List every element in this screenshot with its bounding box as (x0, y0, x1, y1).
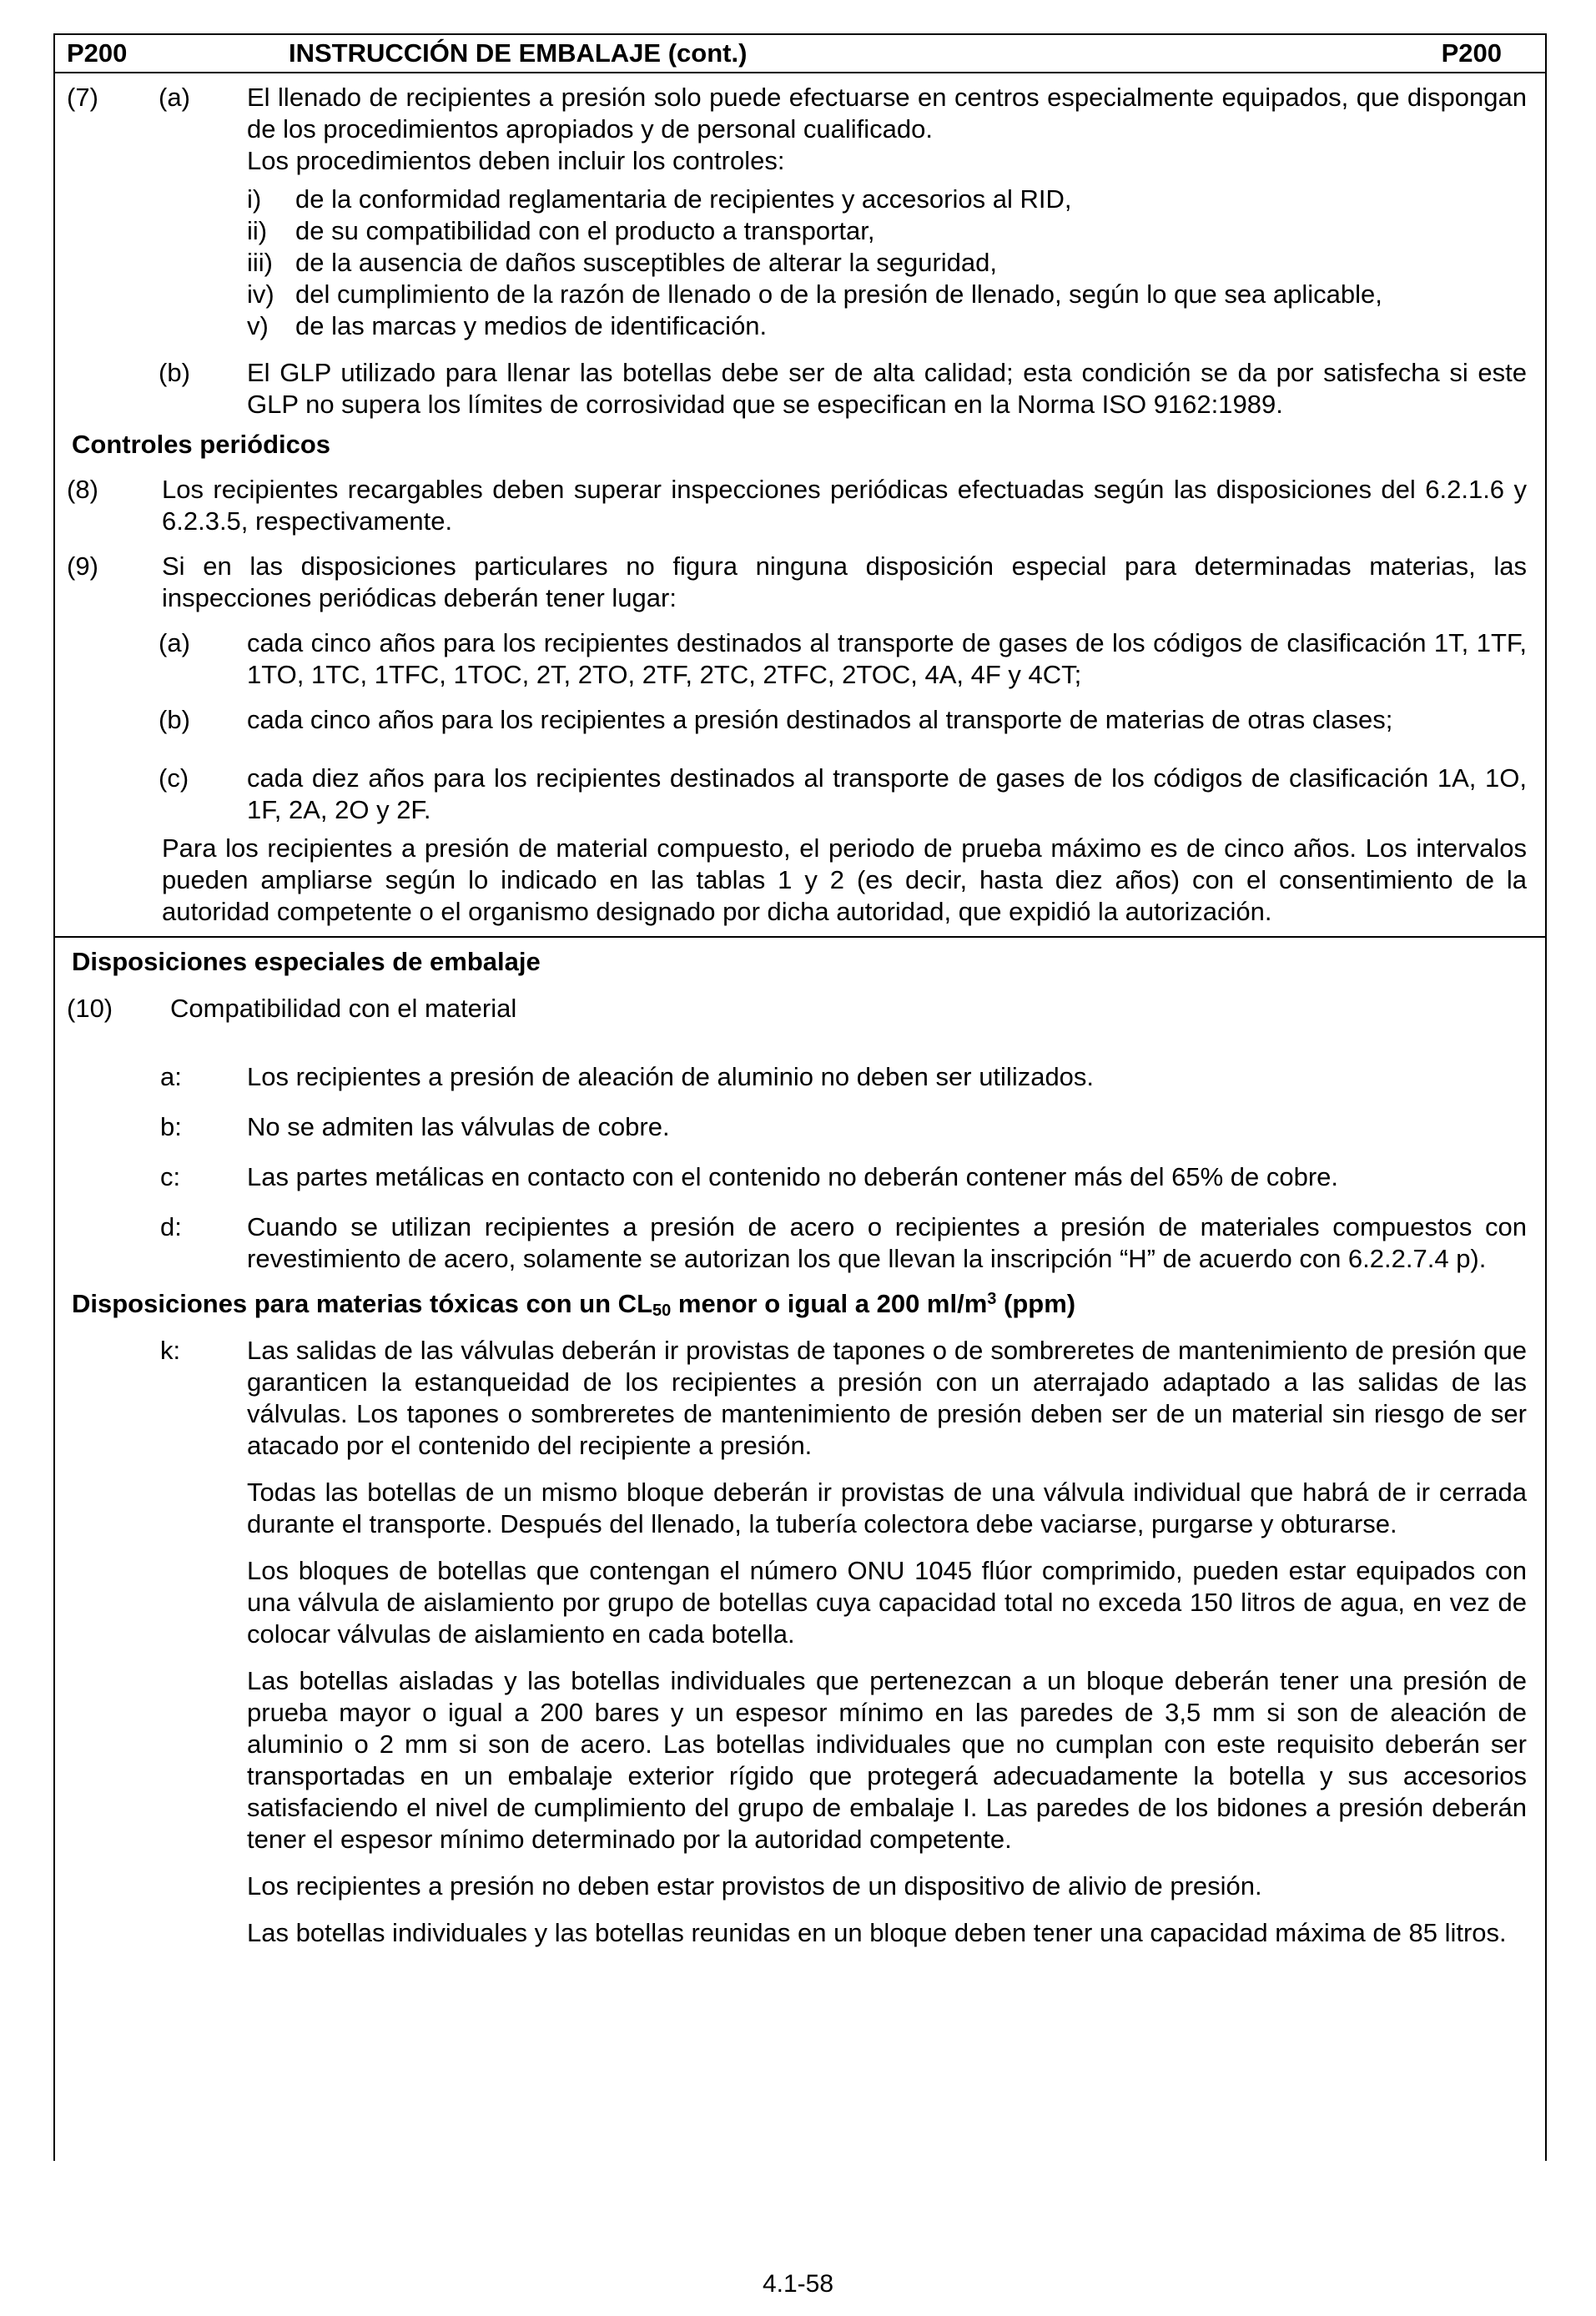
toxic-paragraph: Todas las botellas de un mismo bloque deberán ir provistas de una válvula individual que habrá de ir cerrada durante el transporte. Después del llenado, la tubería colectora debe vaciarse, purgarse y obturarse. (247, 1478, 1527, 1538)
item-8 (55, 474, 1545, 537)
toxic-paragraph: Las salidas de las válvulas deberán ir provistas de tapones o de sombreretes de mantenimiento de presión que garanticen la estanqueidad de los recipientes a presión con un aterrajado adaptado a las salidas de las válvulas. Los tapones o sombreretes de mantenimiento de presión deben ser de un material sin riesgo de ser atacado por el contenido del recipiente a presión. (247, 1336, 1527, 1460)
item-7a-text-2: Los procedimientos deben incluir los controles: (247, 146, 785, 175)
item-label: k: (160, 1336, 181, 1365)
item-8-text: Los recipientes recargables deben superar inspecciones periódicas efectuadas según las disposiciones del 6.2.1.6 y 6.2.3.5, respectivamente. (162, 475, 1527, 536)
toxic-paragraph: Las botellas individuales y las botellas reunidas en un bloque deben tener una capacidad máxima de 85 litros. (247, 1918, 1507, 1947)
list-item: v) de las marcas y medios de identificación. (247, 311, 768, 340)
periodic-controls-heading: Controles periódicos (72, 430, 331, 459)
item-number: (9) (67, 551, 98, 581)
list-item: (b) cada cinco años para los recipientes a presión destinados al transporte de materias de otras clases; (159, 705, 1393, 734)
item-7a-text: El llenado de recipientes a presión solo puede efectuarse en centros especialmente equipados, que dispongan de los procedimientos apropiados y de personal cualificado. (247, 83, 1527, 143)
list-item: i) de la conformidad reglamentaria de recipientes y accesorios al RID, (247, 184, 1072, 214)
item-10-title: Compatibilidad con el material (170, 994, 517, 1023)
table-header (55, 35, 1545, 73)
item-label: (a) (159, 83, 190, 112)
item-9 (55, 551, 1545, 614)
item-number: (8) (67, 475, 98, 504)
list-item: ii) de su compatibilidad con el producto a transportar, (247, 216, 875, 245)
composite-period-note: Para los recipientes a presión de material compuesto, el periodo de prueba máximo es de cinco años. Los intervalos pueden ampliarse según lo indicado en las tablas 1 y 2 (es decir, hasta diez años) con el consentimiento de la autoridad competente o el organismo designado por dicha autoridad, que expidió la autorización. (162, 833, 1527, 926)
section-divider (55, 936, 1545, 938)
instruction-code-left: P200 (67, 38, 128, 68)
toxic-paragraph: Los recipientes a presión no deben estar provistos de un dispositivo de alivio de presión. (247, 1871, 1262, 1901)
toxic-k-provision (55, 1335, 1545, 1462)
item-number: (10) (67, 994, 113, 1023)
list-item: c: Las partes metálicas en contacto con el contenido no deberán contener más del 65% de cobre. (160, 1162, 1338, 1191)
list-item: d: Cuando se utilizan recipientes a presión de acero o recipientes a presión de materiales compuestos con revestimiento de acero, solamente se autorizan los que llevan la inscripción “H” de acuerdo con 6.2.2.7.4 p). (160, 1212, 1527, 1273)
item-7 (55, 82, 1545, 177)
special-provisions-heading: Disposiciones especiales de embalaje (72, 947, 541, 976)
packing-instruction-frame (53, 33, 1547, 2161)
list-item: (a) cada cinco años para los recipientes destinados al transporte de gases de los códigos de clasificación 1T, 1TF, 1TO, 1TC, 1TFC, 1TOC, 2T, 2TO, 2TF, 2TC, 2TFC, 2TOC, 4A, 4F y 4CT; (159, 628, 1527, 689)
item-10 (55, 993, 1545, 1025)
toxic-paragraph: Las botellas aisladas y las botellas individuales que pertenezcan a un bloque deberán tener una presión de prueba mayor o igual a 200 bares y un espesor mínimo en las paredes de 3,5 mm si son de aleación de aluminio o 2 mm si son de acero. Las botellas individuales que no cumplan con este requisito deberán ser transportadas en un embalaje exterior rígido que protegerá adecuadamente la botella y sus accesorios satisfaciendo el nivel de cumplimiento del grupo de embalaje I. Las paredes de los bidones a presión deberán tener el espesor mínimo determinado por la autoridad competente. (247, 1666, 1527, 1854)
item-7b (55, 357, 1545, 420)
item-number: (7) (67, 83, 98, 112)
toxic-paragraph: Los bloques de botellas que contengan el número ONU 1045 flúor comprimido, pueden estar equipados con una válvula de aislamiento por grupo de botellas cuya capacidad total no exceda 150 litros de agua, en vez de colocar válvulas de aislamiento en cada botella. (247, 1556, 1527, 1649)
special-provisions-section (55, 946, 1545, 1949)
list-item: iv) del cumplimiento de la razón de llenado o de la presión de llenado, según lo que sea aplicable, (247, 279, 1382, 309)
list-item: b: No se admiten las válvulas de cobre. (160, 1112, 670, 1141)
item-7b-text: El GLP utilizado para llenar las botellas debe ser de alta calidad; esta condición se da por satisfecha si este GLP no supera los límites de corrosividad que se especifican en la Norma ISO 9162:1989. (247, 358, 1527, 419)
page-number: 4.1-58 (762, 2270, 834, 2298)
instruction-code-right: P200 (1441, 38, 1502, 68)
controls-list (55, 184, 1545, 342)
main-section (55, 82, 1545, 928)
instruction-title: INSTRUCCIÓN DE EMBALAJE (cont.) (289, 38, 748, 68)
item-label: (b) (159, 358, 190, 387)
list-item: (c) cada diez años para los recipientes destinados al transporte de gases de los códigos de clasificación 1A, 1O, 1F, 2A, 2O y 2F. (159, 763, 1527, 824)
list-item: a: Los recipientes a presión de aleación de aluminio no deben ser utilizados. (160, 1062, 1095, 1091)
item-9-text: Si en las disposiciones particulares no figura ninguna disposición especial para determinadas materias, las inspecciones periódicas deberán tener lugar: (162, 551, 1527, 612)
toxic-provisions-heading: Disposiciones para materias tóxicas con un $CL_{50}$ menor o igual a 200 $ml/m^3$ (ppm) (72, 1289, 1076, 1320)
list-item: iii) de la ausencia de daños susceptibles de alterar la seguridad, (247, 248, 997, 277)
